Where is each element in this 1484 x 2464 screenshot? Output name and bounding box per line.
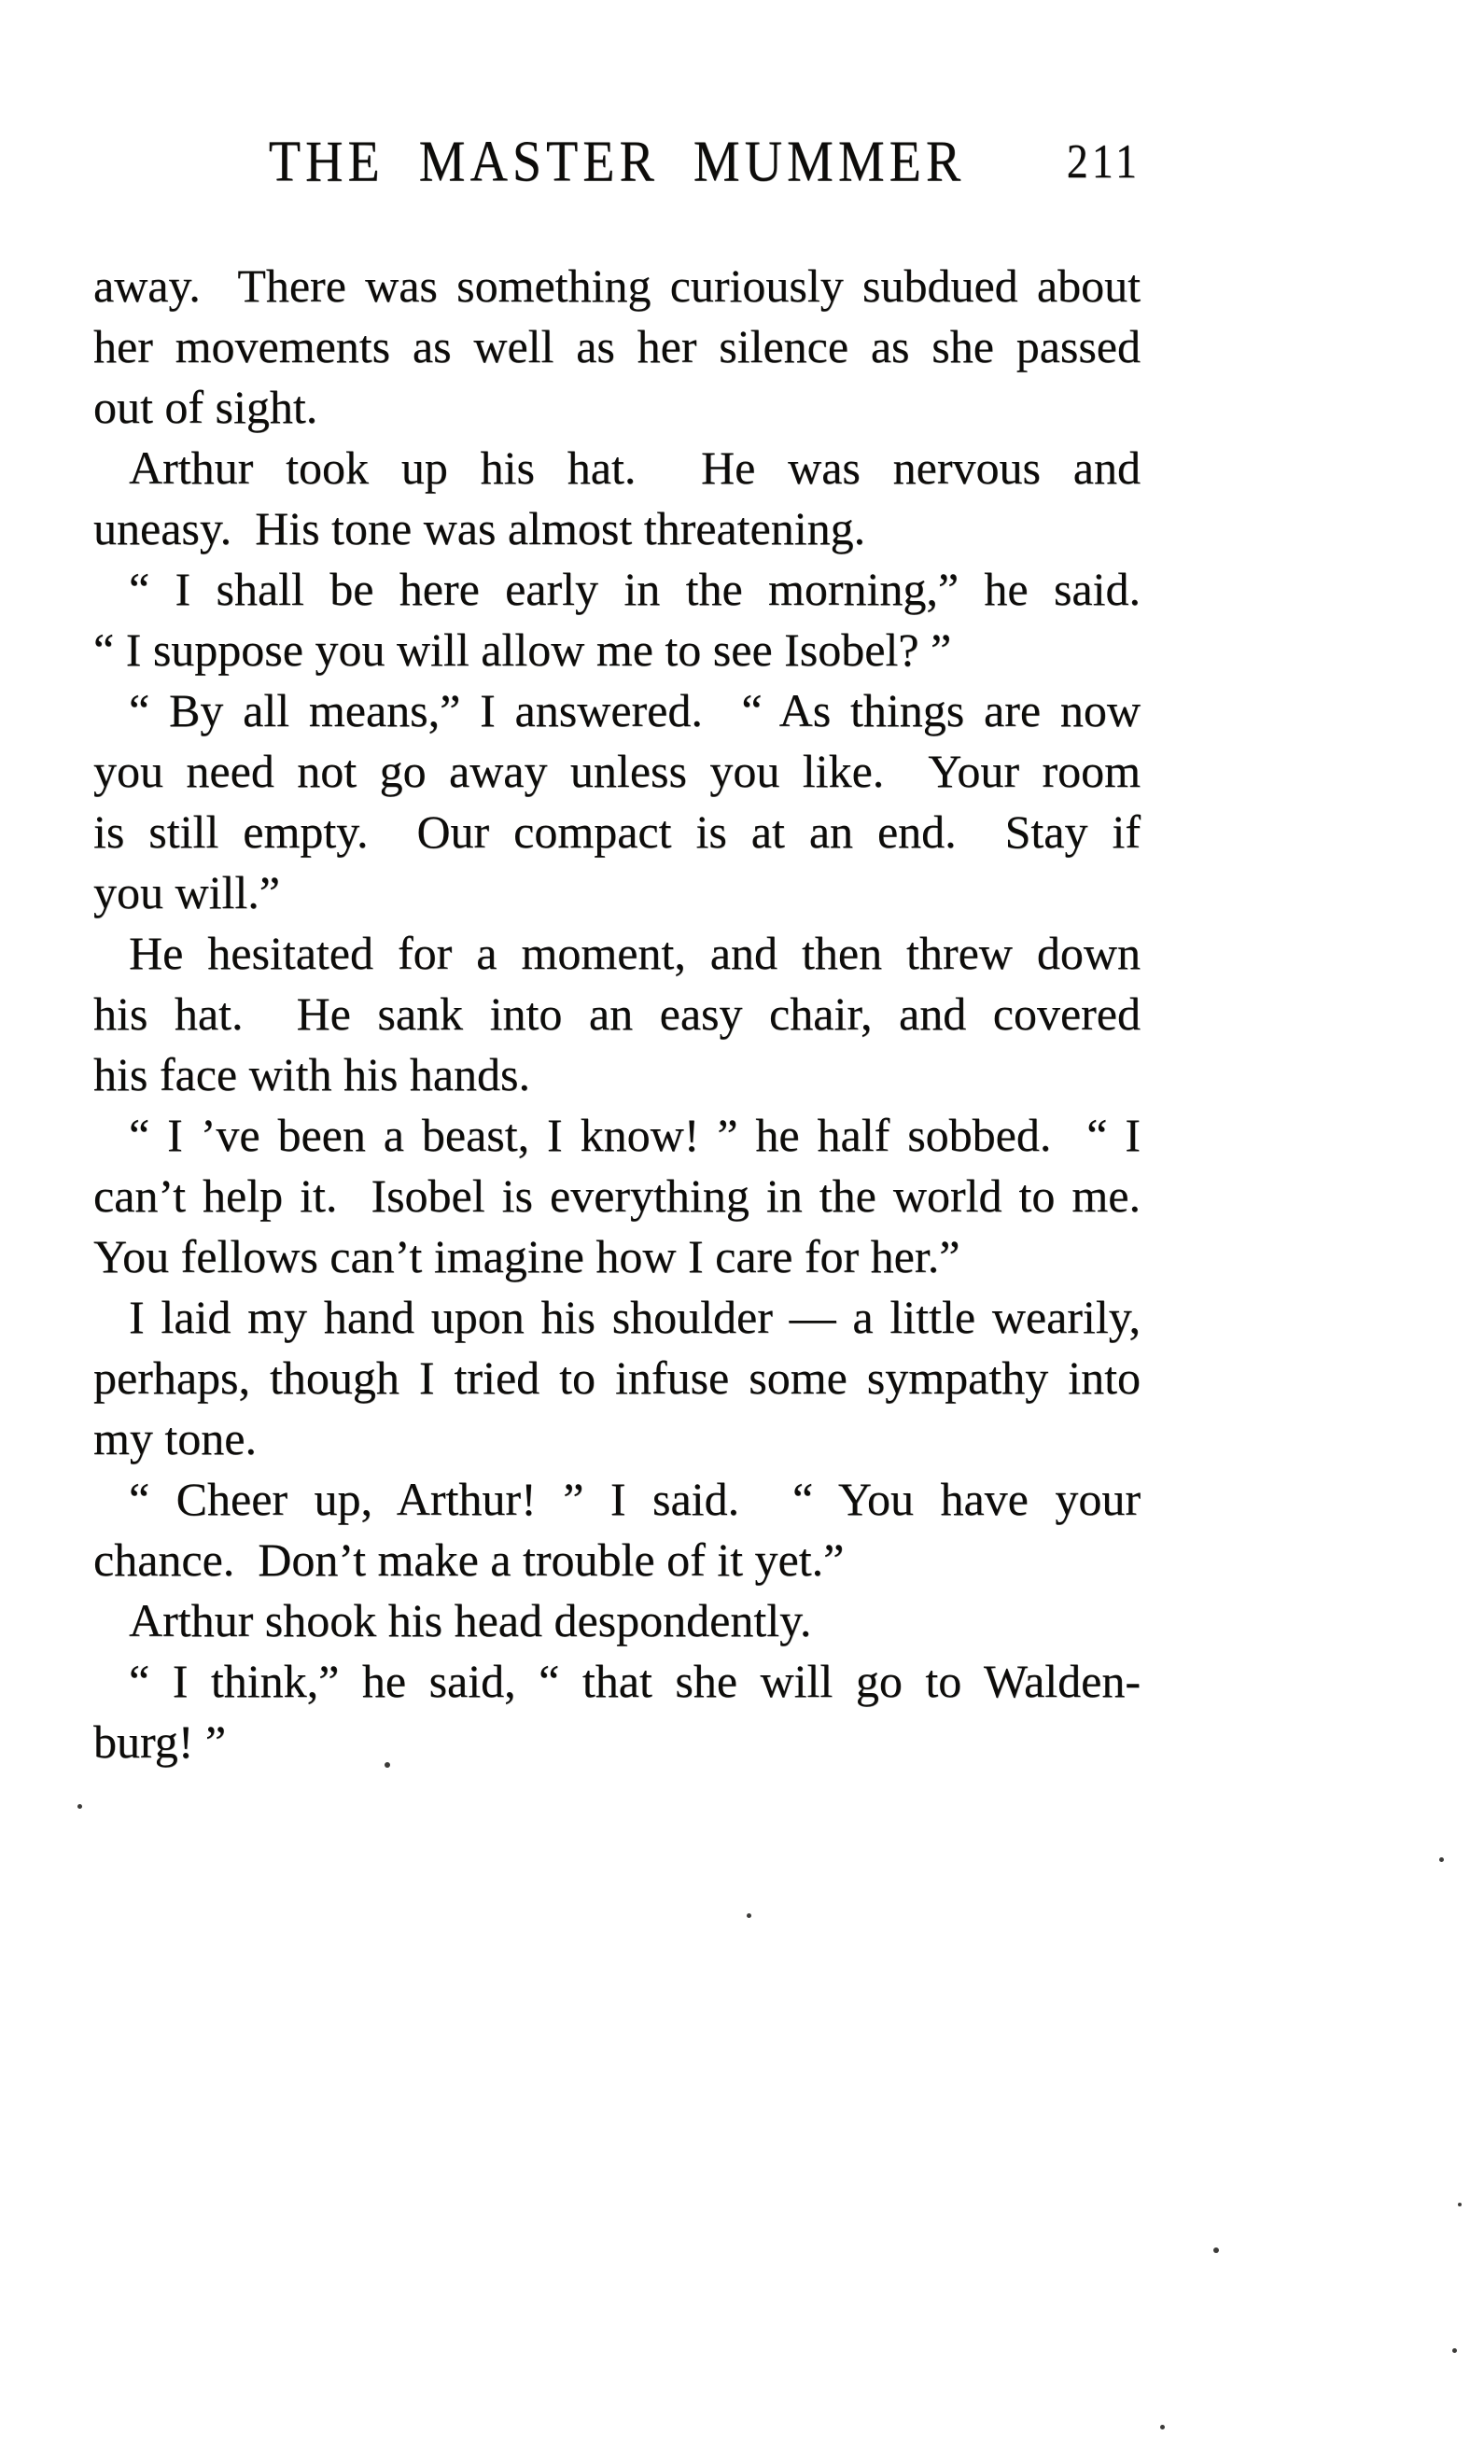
body-line: his hat. He sank into an easy chair, and covered — [93, 987, 1141, 1040]
body-line: you need not go away unless you like. Your room — [93, 745, 1141, 797]
scan-speck — [1458, 2203, 1462, 2206]
body-line: you will.” — [93, 866, 280, 918]
body-line: I laid my hand upon his shoulder — a little wearily, — [129, 1291, 1141, 1343]
body-line: You fellows can’t imagine how I care for her.” — [93, 1230, 960, 1282]
scan-speck — [385, 1762, 390, 1768]
body-line: Arthur took up his hat. He was nervous and — [129, 441, 1141, 494]
body-line: burg! ” — [93, 1715, 227, 1768]
body-line: “ Cheer up, Arthur! ” I said. “ You have your — [129, 1473, 1141, 1525]
body-line: her movements as well as her silence as she passed — [93, 320, 1141, 372]
body-line: is still empty. Our compact is at an end. Stay if — [93, 805, 1141, 858]
page-title: THE MASTER MUMMER — [268, 129, 966, 194]
scan-speck — [1452, 2348, 1457, 2353]
scan-speck — [747, 1913, 751, 1918]
body-line: “ I think,” he said, “ that she will go to Walden- — [129, 1655, 1141, 1707]
scan-speck — [1160, 2425, 1165, 2429]
body-line: “ By all means,” I answered. “ As things are now — [129, 684, 1141, 736]
body-line: out of sight. — [93, 381, 318, 433]
page-number: 211 — [1066, 134, 1141, 189]
text-block — [93, 256, 1141, 1772]
body-line: “ I ’ve been a beast, I know! ” he half sobbed. “ I — [129, 1109, 1141, 1161]
body-line: can’t help it. Isobel is everything in the world to me. — [93, 1169, 1141, 1222]
body-line: chance. Don’t make a trouble of it yet.” — [93, 1533, 845, 1586]
scan-speck — [1439, 1857, 1444, 1862]
body-line: “ I suppose you will allow me to see Isobel? ” — [93, 623, 952, 676]
body-line: my tone. — [93, 1412, 257, 1464]
body-line: uneasy. His tone was almost threatening. — [93, 502, 866, 554]
running-head — [93, 130, 1141, 194]
body-line: his face with his hands. — [93, 1048, 530, 1100]
scan-speck — [1213, 2247, 1219, 2253]
body-line: Arthur shook his head despondently. — [129, 1594, 812, 1646]
body-line: He hesitated for a moment, and then threw down — [129, 927, 1141, 979]
scan-speck — [77, 1804, 82, 1809]
body-line: “ I shall be here early in the morning,” he said. — [129, 563, 1141, 615]
body-line: away. There was something curiously subdued about — [93, 259, 1141, 312]
body-line: perhaps, though I tried to infuse some sympathy into — [93, 1351, 1141, 1404]
